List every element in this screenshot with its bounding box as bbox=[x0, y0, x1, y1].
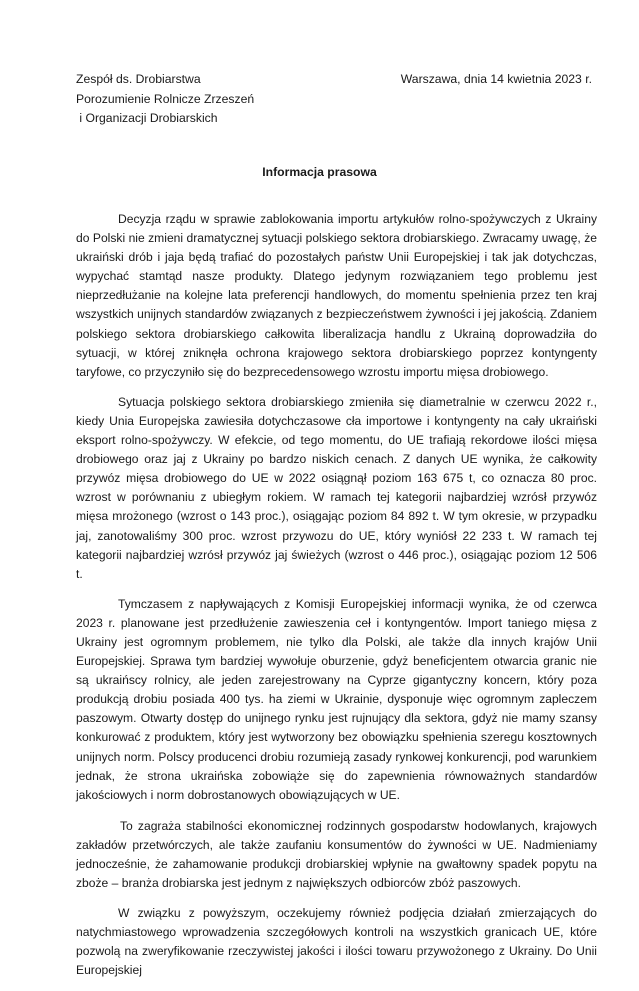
sender-block bbox=[76, 70, 254, 129]
sender-line-team: Zespół ds. Drobiarstwa bbox=[76, 72, 201, 86]
sender-line-organization: Porozumienie Rolnicze Zrzeszeń bbox=[76, 91, 255, 106]
document-title: Informacja prasowa bbox=[262, 165, 377, 179]
paragraph: Sytuacja polskiego sektora drobiarskiego zmieniła się diametralnie w czerwcu 2022 r., kiedy Unia Europejska zawiesiła dotychczasowe cła importowe i kontyngenty na cały ukraiński eksport rolno-spożywczy. W efekcie, od tego momentu, do UE trafiają rekordowe ilości mięsa drobiowego oraz jaj z Ukrainy po bardzo niskich cenach. Z danych UE wynika, że całkowity przywóz mięsa drobiowego do UE w 2022 osiągnął poziom 163 675 t, co oznacza 80 proc. wzrost w porównaniu z ubiegłym rokiem. W ramach tej kategorii najbardziej wzrósł przywóz mięsa mrożonego (wzrost o 143 proc.), osiągając poziom 84 892 t. W tym okresie, w przypadku jaj, zanotowaliśmy 300 proc. wzrost przywozu do UE, który wyniósł 22 233 t. W ramach tej kategorii najbardziej wzrósł przywóz jaj świeżych (wzrost o 446 proc.), osiągając poziom 12 506 t. bbox=[76, 394, 597, 581]
document-body bbox=[76, 210, 597, 991]
paragraph: W związku z powyższym, oczekujemy również podjęcia działań zmierzających do natychmiastowego wprowadzenia szczegółowych kontroli na wszystkich granicach UE, które pozwolą na zweryfikowanie rzeczywistej jakości i ilości towaru przywożonego z Ukrainy. Do Unii Europejskiej bbox=[76, 906, 597, 978]
paragraph: Decyzja rządu w sprawie zablokowania importu artykułów rolno-spożywczych z Ukrainy do Polski nie zmieni dramatycznej sytuacji polskiego sektora drobiarskiego. Zwracamy uwagę, że ukraiński drób i jaja będą trafiać do pozostałych państw Unii Europejskiej i tak jak dotychczas, wypychać stamtąd nasze produkty. Dlatego jedynym rozwiązaniem tego problemu jest nieprzedłużanie na kolejne lata preferencji handlowych, do momentu spełnienia przez ten kraj wszystkich unijnych standardów związanych z bezpieczeństwem żywności i jej jakością. Zdaniem polskiego sektora drobiarskiego całkowita liberalizacja handlu z Ukrainą doprowadziła do sytuacji, w której zniknęła ochrona krajowego sektora drobiarskiego poprzez kontyngenty taryfowe, co przyczyniło się do bezprecedensowego wzrostu importu mięsa drobiowego. bbox=[76, 212, 597, 379]
place-and-date: Warszawa, dnia 14 kwietnia 2023 r. bbox=[400, 72, 592, 86]
sender-line-organization-cont: i Organizacji Drobiarskich bbox=[76, 111, 218, 125]
paragraph: To zagraża stabilności ekonomicznej rodzinnych gospodarstw hodowlanych, krajowych zakładów przetwórczych, ale także zaufaniu konsumentów do żywności w UE. Nadmieniamy jednocześnie, że zahamowanie produkcji drobiarskiej wpłynie na gwałtowny spadek popytu na zboże – branża drobiarska jest jednym z największych odbiorców zbóż paszowych. bbox=[76, 818, 597, 891]
paragraph: Tymczasem z napływających z Komisji Europejskiej informacji wynika, że od czerwca 2023 r. planowane jest przedłużenie zawieszenia ceł i kontyngentów. Import taniego mięsa z Ukrainy jest ogromnym problemem, nie tylko dla Polski, ale także dla innych krajów Unii Europejskiej. Sprawa tym bardziej wywołuje oburzenie, gdyż beneficjentem otwarcia granic nie są ukraińscy rolnicy, ale jeden zarejestrowany na Cyprze gigantyczny koncern, który poza produkcją drobiu posiada 400 tys. ha ziemi w Ukrainie, dysponuje więc ogromnym zapleczem paszowym. Otwarty dostęp do unijnego rynku jest rujnujący dla sektora, gdyż nie mamy szansy konkurować z produktem, który jest wytworzony bez obowiązku spełnienia szeregu kosztownych unijnych norm. Polscy producenci drobiu rozumieją zasady rynkowej konkurencji, pod warunkiem jednak, że strona ukraińska zobowiąże się do zapewnienia równoważnych standardów jakościowych i norm dobrostanowych obowiązujących w UE. bbox=[76, 596, 597, 802]
